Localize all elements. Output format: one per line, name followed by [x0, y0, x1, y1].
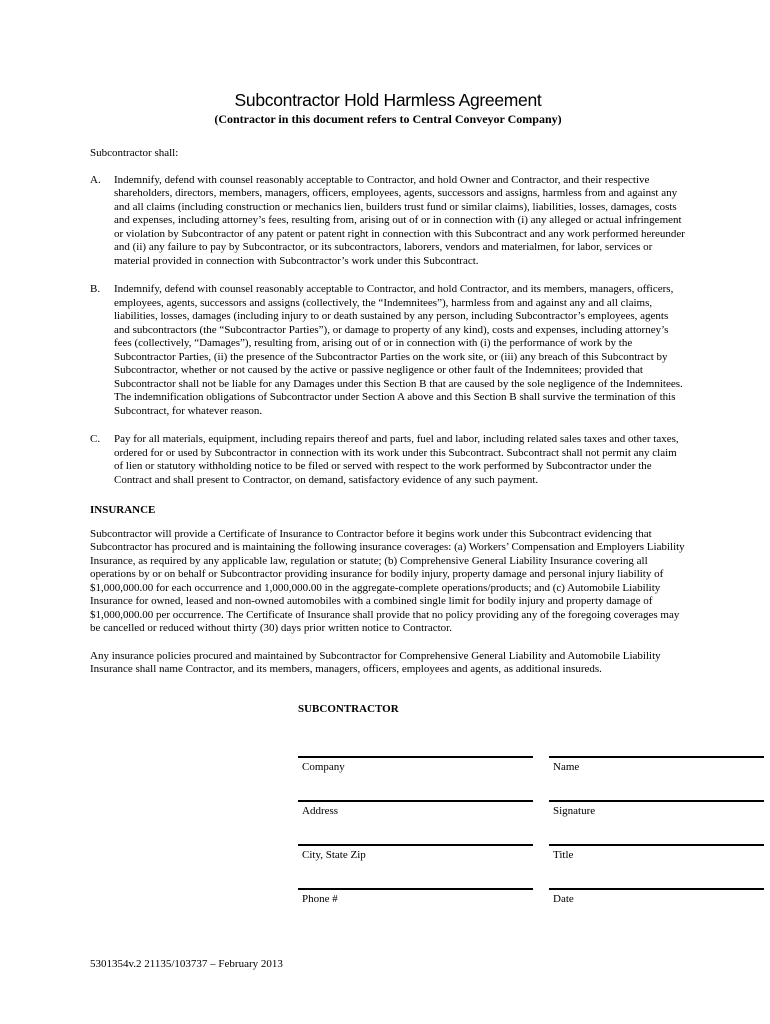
insurance-heading: INSURANCE: [90, 504, 156, 516]
clause-a-marker: A.: [90, 173, 101, 186]
signature-block: [298, 756, 764, 906]
clause-b-text: Indemnify, defend with counsel reasonably acceptable to Contractor, and hold Contractor, and its members, managers, officers, employees, agents, successors and assigns (collectively, the “Indemnitees”), harmless from and against any and all claims, liabilities, losses, damages (including injury to or death sustained by any person, including Subcontractor’s employees, agents and subcontractors (the “Subcontractor Parties”), or damage to property of any kind), costs and expenses, including attorney’s fees (collectively, “Damages”), resulting from, arising out of or in connection with (i) the performance of work by the Subcontractor Parties, (ii) the presence of the Subcontractor Parties on the work site, or (iii) any breach of this Subcontract by Subcontractor, whether or not caused by the active or passive negligence or other fault of the Indemnitees; provided that Subcontractor shall not be liable for any Damages under this Section B that are caused by the sole negligence of the Indemnitees. The indemnification obligations of Subcontractor under Section A above and this Section B shall survive the termination of this Subcontract, for whatever reason.: [114, 283, 683, 417]
clause-b: [90, 283, 686, 418]
document-subtitle: (Contractor in this document refers to Central Conveyor Company): [214, 112, 562, 126]
clause-a: [90, 174, 686, 269]
document-content: [90, 0, 686, 906]
intro-line: Subcontractor shall:: [90, 147, 179, 159]
subcontractor-heading: SUBCONTRACTOR: [298, 702, 399, 715]
city-state-zip-field[interactable]: City, State Zip: [298, 844, 533, 862]
clause-list: [90, 174, 686, 488]
clause-c: [90, 433, 686, 487]
date-field[interactable]: Date: [549, 888, 764, 906]
company-field[interactable]: Company: [298, 756, 533, 774]
clause-c-text: Pay for all materials, equipment, including repairs thereof and parts, fuel and labor, including related sales taxes and other taxes, ordered for or used by Subcontractor in connection with its work under this Subcontract. Subcontract shall not permit any claim of lien or statutory withholding notice to be filed or served with respect to the work performed by Subcontractor under the Contract and shall present to Contractor, on demand, satisfactory evidence of any such payment.: [114, 433, 679, 486]
document-title: Subcontractor Hold Harmless Agreement: [234, 90, 542, 110]
name-field[interactable]: Name: [549, 756, 764, 774]
document-reference-footer: 5301354v.2 21135/103737 – February 2013: [90, 958, 283, 970]
signature-field[interactable]: Signature: [549, 800, 764, 818]
clause-a-text: Indemnify, defend with counsel reasonably acceptable to Contractor, and hold Owner and Contractor, and their respective shareholders, directors, members, managers, officers, employees, agents, successors and assigns, harmless from and against any and all claims (including construction or mechanics lien, builders trust fund or similar claims), liabilities, losses, damages, costs and expenses, including attorney’s fees, resulting from, arising out of or in connection with (i) any alleged or actual infringement or violation by Subcontractor of any patent or patent right in connection with this Subcontract and any work performed hereunder and (ii) any failure to pay by Subcontractor, or its subcontractors, laborers, vendors and materialmen, for labor, services or material provided in connection with Subcontractor’s work under this Subcontract.: [114, 173, 685, 267]
clause-c-marker: C.: [90, 433, 101, 445]
insurance-paragraph-2: Any insurance policies procured and maintained by Subcontractor for Comprehensive General Liability and Automobile Liability Insurance shall name Contractor, and its members, managers, officers, employees and agents, as additional insureds.: [90, 649, 661, 675]
address-field[interactable]: Address: [298, 800, 533, 818]
clause-b-marker: B.: [90, 283, 101, 295]
insurance-paragraph-1: Subcontractor will provide a Certificate of Insurance to Contractor before it begins work under this Subcontract evidencing that Subcontractor has procured and is maintaining the following insurance coverages: (a) Workers’ Compensation and Employers Liability Insurance, as required by any applicable law, regulation or statute; (b) Comprehensive General Liability Insurance covering all operations by or on behalf or Subcontractor providing insurance for bodily injury, property damage and personal injury liability of $1,000,000.00 for each occurrence and 1,000,000.00 in the aggregate-complete operations/products; and (c) Automobile Liability Insurance for owned, leased and non-owned automobiles with a combined single limit for bodily injury and property damage of $1,000,000.00 per occurrence. The Certificate of Insurance shall provide that no policy providing any of the foregoing coverages may be cancelled or reduced without thirty (30) days prior written notice to Contractor.: [90, 527, 685, 634]
phone-field[interactable]: Phone #: [298, 888, 533, 906]
title-field[interactable]: Title: [549, 844, 764, 862]
